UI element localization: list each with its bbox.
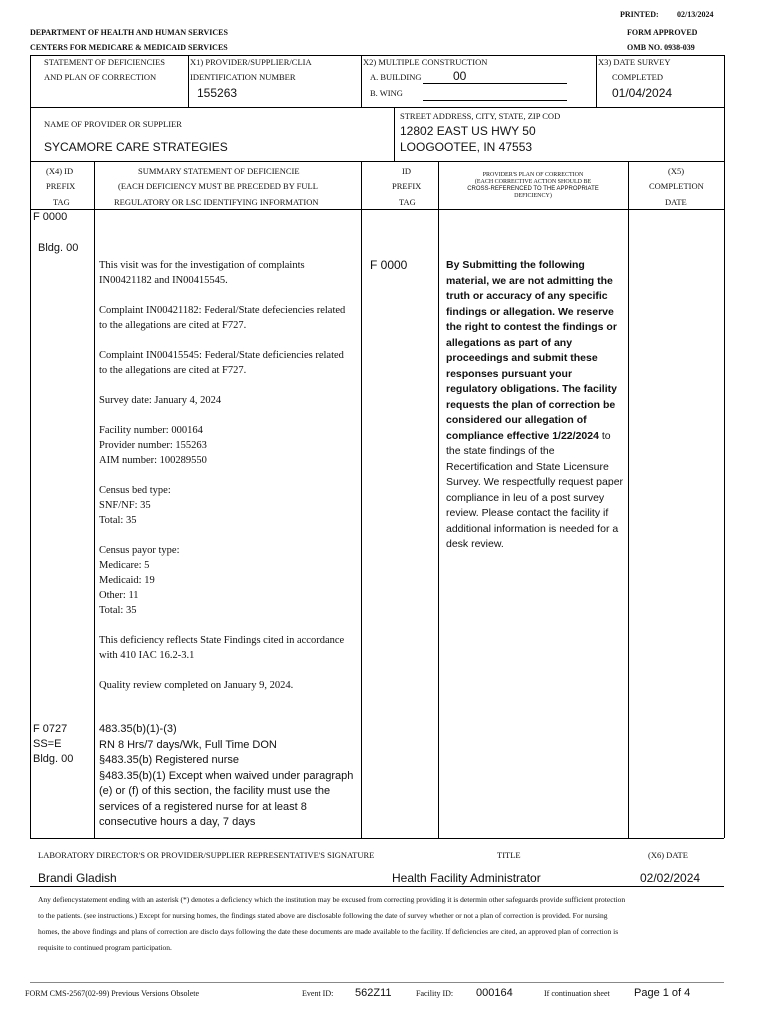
summary-statement [99, 258, 354, 708]
printed-label: PRINTED: [620, 10, 659, 19]
f727-title: RN 8 Hrs/7 days/Wk, Full Time DON [99, 738, 277, 751]
f727-reg: 483.35(b)(1)-(3) [99, 723, 177, 735]
x5-header-2: COMPLETION [649, 181, 704, 191]
printed-date: 02/13/2024 [677, 10, 714, 19]
date-label: (X6) DATE [648, 850, 688, 860]
id-header-3: TAG [399, 197, 416, 207]
statement-label-2: AND PLAN OF CORRECTION [44, 72, 157, 82]
provider-name-value: SYCAMORE CARE STRATEGIES [44, 140, 228, 154]
bldg-00-first: Bldg. 00 [38, 242, 79, 254]
continuation-label: If continuation sheet [544, 989, 610, 998]
facility-id-value: 000164 [476, 987, 513, 999]
scope-severity: SS=E [33, 738, 62, 750]
provider-number: Provider number: 155263 [99, 440, 207, 451]
poc-tag: F 0000 [370, 258, 408, 272]
x4-header-3: TAG [53, 197, 70, 207]
census-bed-total: Total: 35 [99, 515, 137, 526]
address-line-1: 12802 EAST US HWY 50 [400, 124, 536, 138]
summary-p9: Quality review completed on January 9, 2024. [99, 680, 294, 691]
form-approved: FORM APPROVED [627, 28, 698, 37]
form-number: FORM CMS-2567(02-99) Previous Versions Obsolete [25, 989, 200, 998]
omb-number: OMB NO. 0938-039 [627, 43, 695, 52]
poc-header-4: DEFICIENCY) [514, 193, 552, 199]
facility-number: Facility number: 000164 [99, 425, 203, 436]
summary-header-2: (EACH DEFICIENCY MUST BE PRECEDED BY FULL [118, 181, 318, 191]
deficiency-notice: Any defiencystatement ending with an asterisk (*) denotes a deficiency which the institution may be excused from correcting providing it is determin other safeguards provide sufficient protection to the patients. (see instructions.) Except for nursing homes, the findings stated above are disclosable following the date of survey whether or not a plan of correction is provided. For nursing homes, the above findings and plans of correction are disclo days following the date these documents are made available to the facility. If deficiencies are cited, an approved plan of correction is requisite to continued program participation. [38, 895, 626, 952]
building-label: A. BUILDING [370, 72, 422, 82]
address-label: STREET ADDRESS, CITY, STATE, ZIP COD [400, 111, 561, 121]
signature-title: Health Facility Administrator [392, 871, 541, 885]
provider-id-value: 155263 [197, 86, 238, 100]
id-header-1: ID [402, 166, 411, 176]
summary-p3: Complaint IN00415545: Federal/State deficiencies related to the allegations are cited at F727. [99, 350, 344, 376]
poc-header-1: PROVIDER'S PLAN OF CORRECTION [482, 172, 584, 178]
plan-of-correction [446, 258, 624, 553]
title-label: TITLE [497, 850, 521, 860]
f727-body: §483.35(b)(1) Except when waived under paragraph (e) or (f) of this section, the facility must use the services of a registered nurse for at least 8 consecutive hours a day, 7 days [99, 769, 354, 828]
census-bed-type: Census bed type: [99, 485, 171, 496]
x3-label-1: X3) DATE SURVEY [598, 57, 671, 67]
x5-header-1: (X5) [668, 166, 685, 176]
signature-date: 02/02/2024 [640, 871, 701, 885]
census-medicare: Medicare: 5 [99, 560, 150, 571]
summary-p8: This deficiency reflects State Findings cited in accordance with 410 IAC 16.2-3.1 [99, 635, 345, 661]
poc-bold-text: By Submitting the following material, we are not admitting the truth or accuracy of any specific findings or allegation. We reserve the right to contest the findings or allegations as part of any proceedings and submit these responses pursuant your regulatory obligations. The facility requests the plan of correction be considered our allegation of compliance effective 1/22/2024 [446, 259, 617, 442]
poc-header-3: CROSS-REFERENCED TO THE APPROPRIATE [467, 186, 599, 192]
tag-f0727-block [33, 722, 73, 767]
bldg-00-second: Bldg. 00 [33, 753, 74, 765]
x1-label-2: IDENTIFICATION NUMBER [190, 72, 296, 82]
x4-header-1: (X4) ID [46, 166, 74, 176]
dept-name: DEPARTMENT OF HEALTH AND HUMAN SERVICES [30, 28, 228, 37]
statement-label-1: STATEMENT OF DEFICIENCIES [44, 57, 166, 67]
summary-header-1: SUMMARY STATEMENT OF DEFICIENCIE [138, 166, 300, 176]
facility-id-label: Facility ID: [416, 989, 454, 998]
x1-label-1: X1) PROVIDER/SUPPLIER/CLIA [190, 57, 312, 67]
event-id-value: 562Z11 [355, 987, 392, 999]
provider-name-label: NAME OF PROVIDER OR SUPPLIER [44, 119, 182, 129]
summary-p4: Survey date: January 4, 2024 [99, 395, 222, 406]
building-value: 00 [453, 69, 467, 83]
event-id-label: Event ID: [302, 989, 334, 998]
summary-header-3: REGULATORY OR LSC IDENTIFYING INFORMATION [114, 197, 319, 207]
wing-label: B. WING [370, 88, 403, 98]
x3-label-2: COMPLETED [612, 72, 663, 82]
poc-rest-text: to the state findings of the Recertification and State Licensure Survey. We respectfully request paper compliance in leu of a post survey review. Please contact the facility if additional information is needed for a desk review. [446, 429, 624, 550]
address-line-2: LOOGOOTEE, IN 47553 [400, 140, 533, 154]
poc-header-2: (EACH CORRECTIVE ACTION SHOULD BE [474, 179, 592, 185]
census-payor-type: Census payor type: [99, 545, 180, 556]
census-other: Other: 11 [99, 590, 139, 601]
census-payor-total: Total: 35 [99, 605, 137, 616]
summary-p1: This visit was for the investigation of complaints IN00421182 and IN00415545. [99, 260, 305, 286]
census-medicaid: Medicaid: 19 [99, 575, 155, 586]
survey-date-value: 01/04/2024 [612, 86, 673, 100]
poc-header [440, 172, 626, 200]
x4-header-2: PREFIX [46, 181, 76, 191]
signature-name: Brandi Gladish [38, 871, 117, 885]
x5-header-3: DATE [665, 197, 687, 207]
x2-label: X2) MULTIPLE CONSTRUCTION [363, 57, 488, 67]
f727-subtitle: §483.35(b) Registered nurse [99, 754, 240, 766]
summary-p2: Complaint IN00421182: Federal/State defeciencies related to the allegations are cited at F727. [99, 305, 346, 331]
page-number: Page 1 of 4 [634, 987, 691, 999]
aim-number: AIM number: 100289550 [99, 455, 207, 466]
f727-text [99, 722, 354, 831]
centers-name: CENTERS FOR MEDICARE & MEDICAID SERVICES [30, 43, 228, 52]
tag-f0727: F 0727 [33, 723, 68, 735]
tag-f0000: F 0000 [33, 211, 68, 223]
id-header-2: PREFIX [392, 181, 422, 191]
signature-label: LABORATORY DIRECTOR'S OR PROVIDER/SUPPLIER REPRESENTATIVE'S SIGNATURE [38, 850, 375, 860]
census-snfnf: SNF/NF: 35 [99, 500, 151, 511]
